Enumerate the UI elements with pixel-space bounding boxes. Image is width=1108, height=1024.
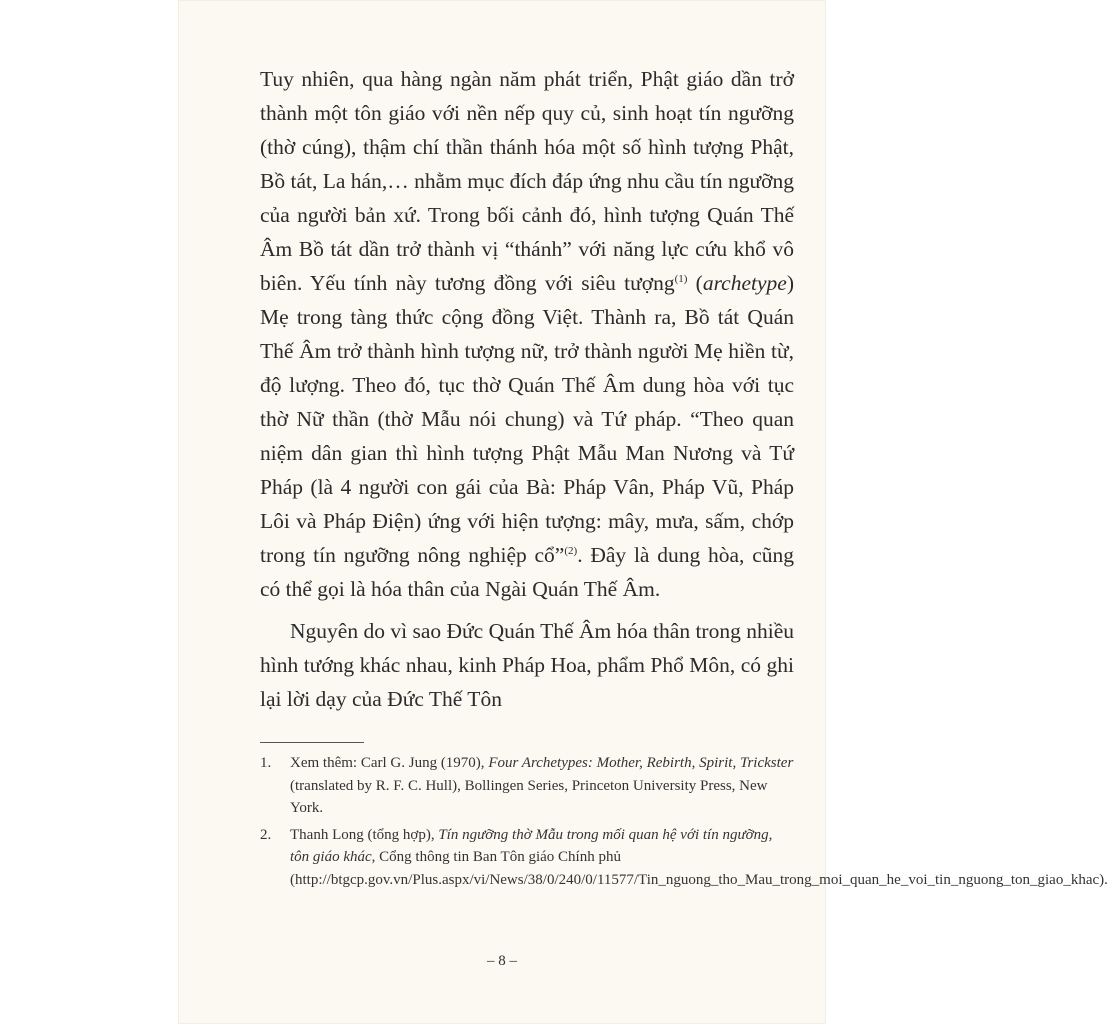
footnote-divider <box>260 742 364 743</box>
footnote-text: , Cổng thông tin Ban Tôn giáo Chính phủ (http://btgcp.gov.vn/Plus.aspx/vi/News/38/0/240/0/11577/Tin_nguong_tho_Mau_trong_moi_quan_he_voi_tin_nguong_ton_giao_khac). <box>290 849 1108 888</box>
paragraph-1-text-c: ) Mẹ trong tàng thức cộng đồng Việt. Thành ra, Bồ tát Quán Thế Âm trở thành hình tượng nữ, trở thành người Mẹ hiền từ, độ lượng. Theo đó, tục thờ Quán Thế Âm dung hòa với tục thờ Nữ thần (thờ Mẫu nói chung) và Tứ pháp. “Theo quan niệm dân gian thì hình tượng Phật Mẫu Man Nương và Tứ Pháp (là 4 người con gái của Bà: Pháp Vân, Pháp Vũ, Pháp Lôi và Pháp Điện) ứng với hiện tượng: mây, mưa, sấm, chớp trong tín ngưỡng nông nghiệp cổ” <box>260 271 794 567</box>
paragraph-1-text-b: ( <box>687 271 703 295</box>
paragraph-1-italic-term: archetype <box>702 271 787 295</box>
footnote-number: 2. <box>260 826 272 843</box>
book-page <box>178 0 1108 1024</box>
footnotes <box>260 752 1108 895</box>
body-text <box>260 62 794 716</box>
paragraph-1-text-d: . Đây là dung hòa, cũng có thể gọi là hóa thân của Ngài Quán Thế Âm. <box>260 543 794 601</box>
footnote-text: Thanh Long (tổng hợp), <box>290 826 439 843</box>
page-number: – 8 – <box>487 953 517 969</box>
paragraph-2: Nguyên do vì sao Đức Quán Thế Âm hóa thân trong nhiều hình tướng khác nhau, kinh Pháp Hoa, phẩm Phổ Môn, có ghi lại lời dạy của Đức Thế Tôn <box>260 619 794 711</box>
footnote-1 <box>260 752 794 820</box>
paragraph-1 <box>260 62 794 606</box>
footnote-text: Xem thêm: Carl G. Jung (1970), <box>290 755 489 771</box>
footnote-ref-1: (1) <box>674 272 688 285</box>
footnote-number: 1. <box>260 755 272 771</box>
footnote-italic: Tín ngưỡng thờ Mẫu trong mối quan hệ với tín ngưỡng, tôn giáo khác <box>290 826 773 865</box>
footnote-italic: Four Archetypes: Mother, Rebirth, Spirit, Trickster <box>488 755 794 771</box>
footnote-text: (translated by R. F. C. Hull), Bollingen Series, Princeton University Press, New York. <box>290 777 768 816</box>
paragraph-1-text-a: Tuy nhiên, qua hàng ngàn năm phát triển, Phật giáo dần trở thành một tôn giáo với nền nếp quy củ, sinh hoạt tín ngưỡng (thờ cúng), thậm chí thần thánh hóa một số hình tượng Phật, Bồ tát, La hán,… nhằm mục đích đáp ứng nhu cầu tín ngưỡng của người bản xứ. Trong bối cảnh đó, hình tượng Quán Thế Âm Bồ tát dần trở thành vị “thánh” với năng lực cứu khổ vô biên. Yếu tính này tương đồng với siêu tượng <box>260 67 794 295</box>
footnote-2 <box>260 824 1108 892</box>
footnote-ref-2: (2) <box>564 544 578 557</box>
